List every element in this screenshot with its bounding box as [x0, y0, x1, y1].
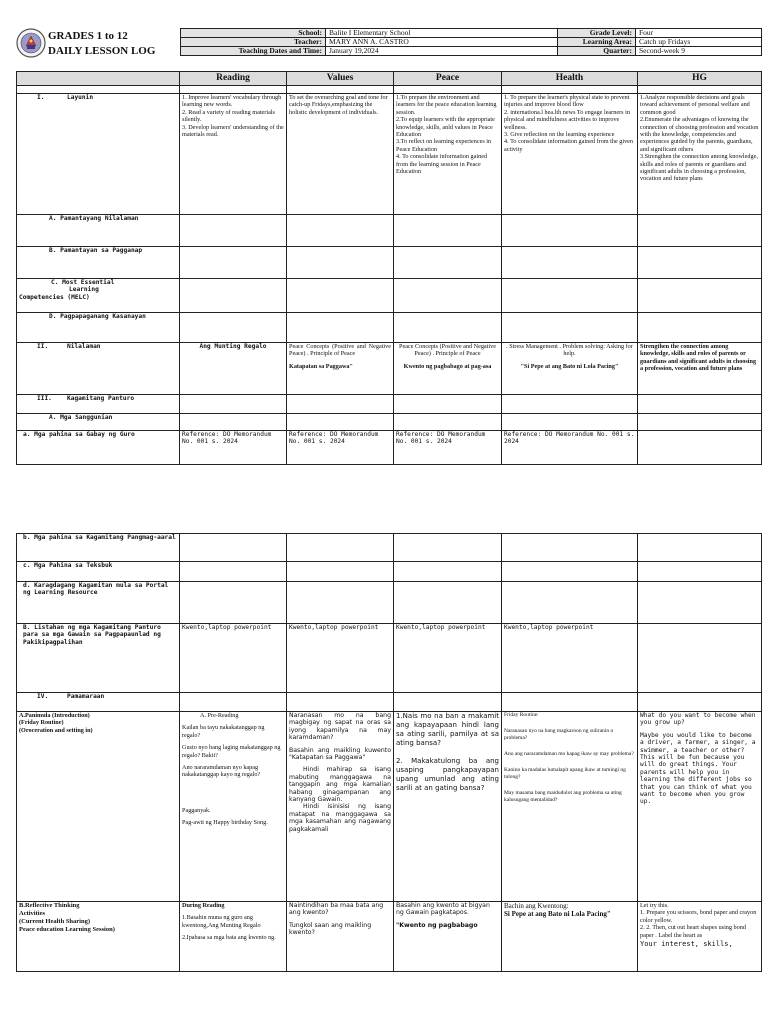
area-label: Learning Area:	[558, 38, 636, 47]
row-reflective-label: B.Reflective Thinking Activities (Current Health Sharing) Peace education Learning Session)	[17, 902, 180, 972]
nilalaman-hg: Strengthen the connection among knowledge, skills and roles of parents or guardians and significant adults in choosing a profession, vocation and future plans	[638, 343, 762, 395]
layunin-values: To set the overarching goal and tone for catch-up Fridays,emphasizing the holistic development of individuals.	[287, 94, 394, 215]
reflective-values: Naintindihan ba maa bata ang ang kwento? Tungkol saan ang maikling kwento?	[287, 902, 394, 972]
listahan-reading: Kwento,laptop powerpoint	[180, 624, 287, 693]
title-line-2: DAILY LESSON LOG	[48, 45, 156, 57]
dates-label: Teaching Dates and Time:	[181, 47, 326, 56]
area-value: Catch up Fridays	[636, 38, 762, 47]
panimula-values: Naranasan mo na bang magbigay ng sapat na oras sa iyong kapamilya na may karamdaman? Basahin ang maikling kuwento "Katapatan sa Paggawa" Hindi mahirap sa isang mabuting manggagawa na tanggapin ang mga kamalian habang ginagampanan ang kanyang Gawain. Hindi isinisisi ng isang matapat na manggagawa sa mga kasamahan ang nagawang pagkakamali	[287, 712, 394, 902]
layunin-health: 1. To prepare the learner's physical state to prevent injuries and improve blood flow 2. internationa.l hea.lth news To engage learners in physical and mindfulness activities to improve wellness. 3. Give reflection on the learning experience 4. To consolidate information gained from the given activity	[502, 94, 638, 215]
row-pagpapaganang-kasanayan: D. Pagpapaganang Kasanayan	[17, 313, 180, 343]
lesson-table-part-1	[16, 71, 762, 465]
row-teksbuk: c. Mga Pahina sa Teksbuk	[17, 562, 180, 582]
row-panimula-label: A.Panimula (Introduction) (Friday Routine) (Oroceration and setting in)	[17, 712, 180, 902]
layunin-reading: 1. Improve learners' vocabulary through learning new words. 2. Read a variety of reading materials silently. 3. Develop learners' understanding of the materials read.	[180, 94, 287, 215]
nilalaman-reading: Ang Munting Regalo	[180, 343, 287, 395]
grade-label: Grade Level:	[558, 29, 636, 38]
grade-value: Four	[636, 29, 762, 38]
quarter-label: Quarter:	[558, 47, 636, 56]
school-label: School:	[181, 29, 326, 38]
col-hg: HG	[638, 72, 762, 86]
deped-seal-logo	[16, 28, 46, 58]
row-mga-sanggunian: A. Mga Sanggunian	[17, 414, 180, 431]
teacher-label: Teacher:	[181, 38, 326, 47]
listahan-values: Kwento,laptop powerpoint	[287, 624, 394, 693]
lesson-table-part-2	[16, 533, 762, 972]
teacher-value: MARY ANN A. CASTRO	[326, 38, 558, 47]
col-reading: Reading	[180, 72, 287, 86]
col-peace: Peace	[394, 72, 502, 86]
reflective-peace: Basahin ang kwento at bigyan ng Gawain pagkatapos. "Kwento ng pagbabago	[394, 902, 502, 972]
dates-value: January 19,2024	[326, 47, 558, 56]
nilalaman-health: . Stress Management . Problem solving: Asking for help. "Si Pepe at ang Bato ni Lola Pacing"	[502, 343, 638, 395]
nilalaman-values: Peace Concepts (Positive and Negative Peace) . Principle of Peace Katapatan sa Paggawa"	[287, 343, 394, 395]
panimula-health: Friday Routine: Naranasan nyo na bang magkaroon ng suliranin o problema? Ano ang nararamdaman mo kapag ikaw ay may problema? Kanino ka madalas lumalapit upang ikaw at tumingi ng tulong? May masama bang maidudulot ang problema sa ating kalusugang mentalidad?	[502, 712, 638, 902]
row-layunin-label: I. Layunin	[17, 94, 180, 215]
row-nilalaman-label: II. Nilalaman	[17, 343, 180, 395]
nilalaman-peace: Peace Concepts (Positive and Negative Peace) . Principle of Peace Kwento ng pagbabago at pag-asa	[394, 343, 502, 395]
col-values: Values	[287, 72, 394, 86]
row-pamamaraan: IV. Pamamaraan	[17, 693, 180, 712]
row-kagamitang-pangmag-aaral: b. Mga pahina sa Kagamitang Pangmag-aaral	[17, 534, 180, 562]
gabay-health: Reference: DO Memorandum No. 001 s. 2024	[502, 431, 638, 465]
quarter-value: Second-week 9	[636, 47, 762, 56]
row-gabay-ng-guro: a. Mga pahina sa Gabay ng Guro	[17, 431, 180, 465]
document-title	[48, 29, 155, 59]
panimula-reading: A. Pre-Reading Kailan ba tayu nakakatanggap ng regalo? Gusto nyo bang laging makatanggap ng regalo? Bakit? Ano nararamdaman nyo kapag nakakatanggap kayo ng regalo? Pagganyak. Pag-awit ng Happy birthday Song.	[180, 712, 287, 902]
row-kagamitang-panturo: III. Kagamitang Panturo	[17, 395, 180, 414]
row-pamantayan-sa-pagganap: B. Pamantayan sa Pagganap	[17, 247, 180, 279]
info-table	[180, 28, 762, 56]
reflective-reading: During Reading 1.Basahin muna ng guro ang kwentong,Ang Munting Regalo 2.Ipabasa sa mga bata ang kwento ng.	[180, 902, 287, 972]
row-pamantayang-nilalaman: A. Pamantayang Nilalaman	[17, 215, 180, 247]
panimula-hg: What do you want to become when you grow up? Maybe you would like to become a driver, a farmer, a singer, a swimmer, a teacher or other? This will be fun because you will do great things. Your parents will help you in learning the different jobs so that you can think of what you want to become when you grow up.	[638, 712, 762, 902]
gabay-values: Reference: DO Memorandum No. 001 s. 2024	[287, 431, 394, 465]
reflective-hg: Let try this. 1. Prepare you scissors, bond paper and crayon color yellow. 2. 2. Then, cut out heart shapes using bond paper . Label the heart as Your interest, skills,	[638, 902, 762, 972]
listahan-peace: Kwento,laptop powerpoint	[394, 624, 502, 693]
blank-header	[17, 72, 180, 86]
listahan-health: Kwento,laptop powerpoint	[502, 624, 638, 693]
col-health: Health	[502, 72, 638, 86]
row-melc: C. Most Essential Learning Competencies (MELC)	[17, 279, 180, 313]
layunin-peace: 1.To prepare the environment and learners for the peace education learning session. 2.To equip learners with the appropriate knowledge, skills, anld values in Peace Education 3.To reflect on learning experiences in Peace Education 4. To consolidate information gained from the learning session in Peace Education	[394, 94, 502, 215]
layunin-hg: 1.Analyze responsible decisions and goals toward achievement of personal welfare and common good 2.Enumerate the advantages of knowing the connection of choosing profession and vocation with the knowledge, competencies and experiences guided by the parents, guardians, and significant others 3.Strengthen the connection among knowledge, skills and roles of parents or guardians and significant adults in choosing a profession, vocation and future plans	[638, 94, 762, 215]
row-listahan-ng-kagamitan: B. Listahan ng mga Kagamitang Panturo para sa mga Gawain sa Pagpapaunlad ng Pakikipagpalihan	[17, 624, 180, 693]
school-value: Balite I Elementary School	[326, 29, 558, 38]
gabay-peace: Reference: DO Memorandum No. 001 s. 2024	[394, 431, 502, 465]
reflective-health: Bachin ang Kwentong: Si Pepe at ang Bato ni Lola Pacing"	[502, 902, 638, 972]
panimula-peace: 1.Nais mo na ban a makamit ang kapayapaan hindi lang sa ating sarili, pamilya at sa ating bansa? 2. Makakatulong ba ang usaping pangkapayapan upang umunlad ang ating sarili at an gating bansa?	[394, 712, 502, 902]
gabay-reading: Reference: DO Memorandum No. 001 s. 2024	[180, 431, 287, 465]
title-line-1: GRADES 1 to 12	[48, 30, 128, 42]
row-karagdagang-kagamitan: d. Karagdagang Kagamitan mula sa Portal ng Learning Resource	[17, 582, 180, 624]
